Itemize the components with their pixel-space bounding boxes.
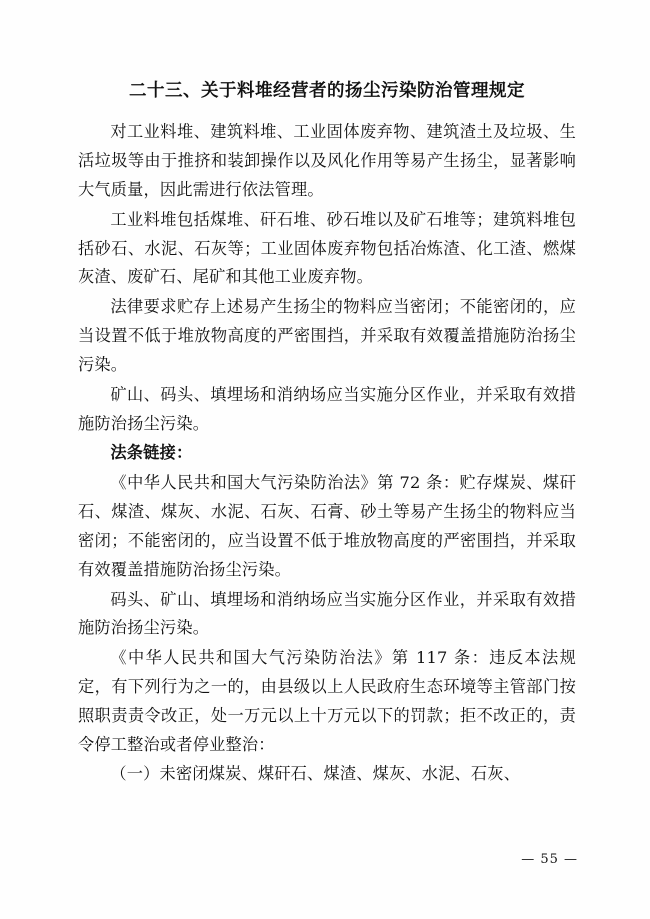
paragraph-9: （一）未密闭煤炭、煤矸石、煤渣、煤灰、水泥、石灰、 <box>110 764 521 784</box>
document-body <box>78 78 576 790</box>
paragraph-7: 码头、矿山、填埋场和消纳场应当实施分区作业，并采取有效措施防治扬尘污染。 <box>78 589 576 638</box>
paragraph-6: 《中华人民共和国大气污染防治法》第 72 条：贮存煤炭、煤矸石、煤渣、煤灰、水泥、石灰、石膏、砂土等易产生扬尘的物料应当密闭；不能密闭的，应当设置不低于堆放物高度的严密围挡，并采取有效覆盖措施防治扬尘污染。 <box>78 473 576 579</box>
paragraph-3: 法律要求贮存上述易产生扬尘的物料应当密闭；不能密闭的，应当设置不低于堆放物高度的严密围挡，并采取有效覆盖措施防治扬尘污染。 <box>78 297 576 374</box>
section-heading-legal-links: 法条链接： <box>110 443 193 463</box>
paragraph-8: 《中华人民共和国大气污染防治法》第 117 条：违反本法规定，有下列行为之一的，由县级以上人民政府生态环境等主管部门按照职责责令改正，处一万元以上十万元以下的罚款；拒不改正的，责令停工整治或者停业整治： <box>78 648 576 754</box>
paragraph-1: 对工业料堆、建筑料堆、工业固体废弃物、建筑渣土及垃圾、生活垃圾等由于推挤和装卸操作以及风化作用等易产生扬尘，显著影响大气质量，因此需进行依法管理。 <box>78 122 576 199</box>
paragraph-2: 工业料堆包括煤堆、矸石堆、砂石堆以及矿石堆等；建筑料堆包括砂石、水泥、石灰等；工业固体废弃物包括冶炼渣、化工渣、燃煤灰渣、废矿石、尾矿和其他工业废弃物。 <box>78 209 576 287</box>
page-number: — 55 — <box>521 852 578 867</box>
paragraph-4: 矿山、码头、填埋场和消纳场应当实施分区作业，并采取有效措施防治扬尘污染。 <box>78 384 576 433</box>
page-title: 二十三、关于料堆经营者的扬尘污染防治管理规定 <box>129 81 525 101</box>
